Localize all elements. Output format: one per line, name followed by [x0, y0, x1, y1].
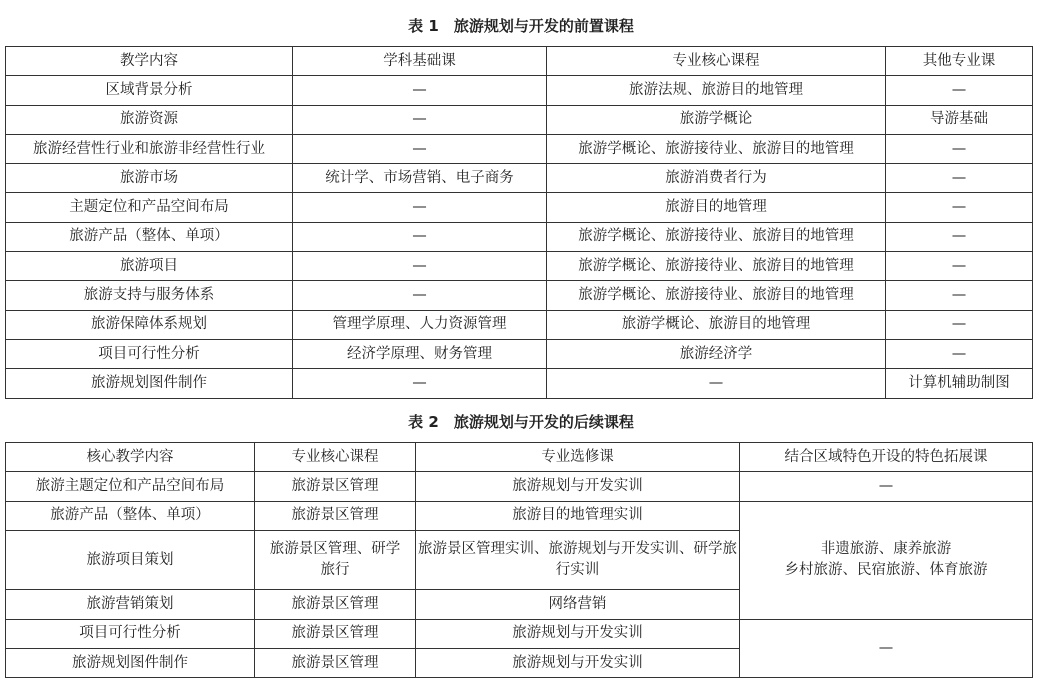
table-cell: 旅游学概论、旅游接待业、旅游目的地管理: [547, 252, 886, 281]
table-cell: 旅游资源: [6, 105, 293, 134]
table-1-prerequisite-courses: [5, 46, 1033, 399]
table-cell: —: [293, 281, 547, 310]
table-header-row: [6, 443, 1033, 472]
table-cell: —: [547, 369, 886, 398]
table-cell: 项目可行性分析: [6, 339, 293, 368]
table-2-caption: 表 2 旅游规划与开发的后续课程: [408, 413, 634, 431]
merged-extension-cell: [740, 501, 1033, 619]
table-cell: 网络营销: [416, 590, 740, 619]
table-row: [6, 134, 1033, 163]
table-cell: 旅游经营性行业和旅游非经营性行业: [6, 134, 293, 163]
table-row: [6, 310, 1033, 339]
table-2-follow-up-courses: [5, 442, 1033, 678]
table-cell: —: [293, 105, 547, 134]
table-row: [6, 222, 1033, 251]
table-cell: 旅游规划图件制作: [6, 648, 255, 677]
table-cell: 旅游学概论: [547, 105, 886, 134]
table-row: [6, 164, 1033, 193]
table-cell: 旅游消费者行为: [547, 164, 886, 193]
table-cell: —: [293, 252, 547, 281]
table-cell: —: [886, 164, 1033, 193]
table-cell: 旅游主题定位和产品空间布局: [6, 472, 255, 501]
table-cell: —: [293, 222, 547, 251]
table-cell: —: [886, 310, 1033, 339]
table-row: [6, 472, 1033, 501]
table-cell: —: [886, 134, 1033, 163]
table-row: [6, 369, 1033, 398]
table-cell: 旅游营销策划: [6, 590, 255, 619]
table-cell: 统计学、市场营销、电子商务: [293, 164, 547, 193]
table-cell: —: [293, 134, 547, 163]
table-cell: 旅游学概论、旅游目的地管理: [547, 310, 886, 339]
column-header: 其他专业课: [886, 47, 1033, 76]
table-cell: 旅游景区管理: [255, 501, 416, 530]
table-row: [6, 281, 1033, 310]
table-row: [6, 339, 1033, 368]
table-row: [6, 501, 1033, 530]
table-cell: —: [293, 76, 547, 105]
table-cell: 旅游经济学: [547, 339, 886, 368]
table-cell: 旅游学概论、旅游接待业、旅游目的地管理: [547, 222, 886, 251]
table-cell: 计算机辅助制图: [886, 369, 1033, 398]
extension-line-1: 非遗旅游、康养旅游: [820, 541, 952, 558]
table-1-caption: 表 1 旅游规划与开发的前置课程: [408, 17, 634, 35]
table-cell: —: [886, 281, 1033, 310]
column-header: 专业核心课程: [547, 47, 886, 76]
table-cell: 旅游景区管理: [255, 472, 416, 501]
table-cell: 旅游目的地管理实训: [416, 501, 740, 530]
table-cell: 旅游市场: [6, 164, 293, 193]
table-cell: 旅游景区管理、研学旅行: [255, 531, 416, 590]
table-header-row: [6, 47, 1033, 76]
table-cell: 旅游景区管理: [255, 648, 416, 677]
table-cell: 旅游项目: [6, 252, 293, 281]
column-header: 专业选修课: [416, 443, 740, 472]
table-cell: 旅游学概论、旅游接待业、旅游目的地管理: [547, 134, 886, 163]
table-cell: 区域背景分析: [6, 76, 293, 105]
table-cell: —: [740, 472, 1033, 501]
column-header: 专业核心课程: [255, 443, 416, 472]
merged-extension-cell: —: [740, 619, 1033, 678]
table-cell: 项目可行性分析: [6, 619, 255, 648]
table-cell: 旅游项目策划: [6, 531, 255, 590]
column-header: 核心教学内容: [6, 443, 255, 472]
table-cell: 旅游规划与开发实训: [416, 619, 740, 648]
column-header: 教学内容: [6, 47, 293, 76]
table-cell: —: [886, 339, 1033, 368]
column-header: 学科基础课: [293, 47, 547, 76]
table-cell: 导游基础: [886, 105, 1033, 134]
extension-line-2: 乡村旅游、民宿旅游、体育旅游: [784, 562, 988, 579]
column-header: 结合区域特色开设的特色拓展课: [740, 443, 1033, 472]
table-cell: —: [886, 76, 1033, 105]
table-cell: —: [886, 252, 1033, 281]
table-cell: 旅游规划与开发实训: [416, 472, 740, 501]
table-cell: 旅游支持与服务体系: [6, 281, 293, 310]
table-cell: 旅游景区管理实训、旅游规划与开发实训、研学旅行实训: [416, 531, 740, 590]
table-cell: 旅游法规、旅游目的地管理: [547, 76, 886, 105]
table-cell: 主题定位和产品空间布局: [6, 193, 293, 222]
table-cell: 旅游景区管理: [255, 590, 416, 619]
table-row: [6, 193, 1033, 222]
table-cell: —: [293, 193, 547, 222]
table-cell: 经济学原理、财务管理: [293, 339, 547, 368]
table-cell: —: [886, 222, 1033, 251]
table-row: [6, 76, 1033, 105]
table-cell: 旅游规划与开发实训: [416, 648, 740, 677]
table-cell: 旅游规划图件制作: [6, 369, 293, 398]
table-cell: 旅游产品（整体、单项）: [6, 501, 255, 530]
table-row: [6, 252, 1033, 281]
table-cell: 管理学原理、人力资源管理: [293, 310, 547, 339]
table-cell: 旅游学概论、旅游接待业、旅游目的地管理: [547, 281, 886, 310]
table-cell: 旅游产品（整体、单项）: [6, 222, 293, 251]
table-cell: —: [886, 193, 1033, 222]
table-row: [6, 619, 1033, 648]
table-cell: 旅游目的地管理: [547, 193, 886, 222]
table-cell: —: [293, 369, 547, 398]
table-row: [6, 105, 1033, 134]
table-cell: 旅游景区管理: [255, 619, 416, 648]
table-cell: 旅游保障体系规划: [6, 310, 293, 339]
